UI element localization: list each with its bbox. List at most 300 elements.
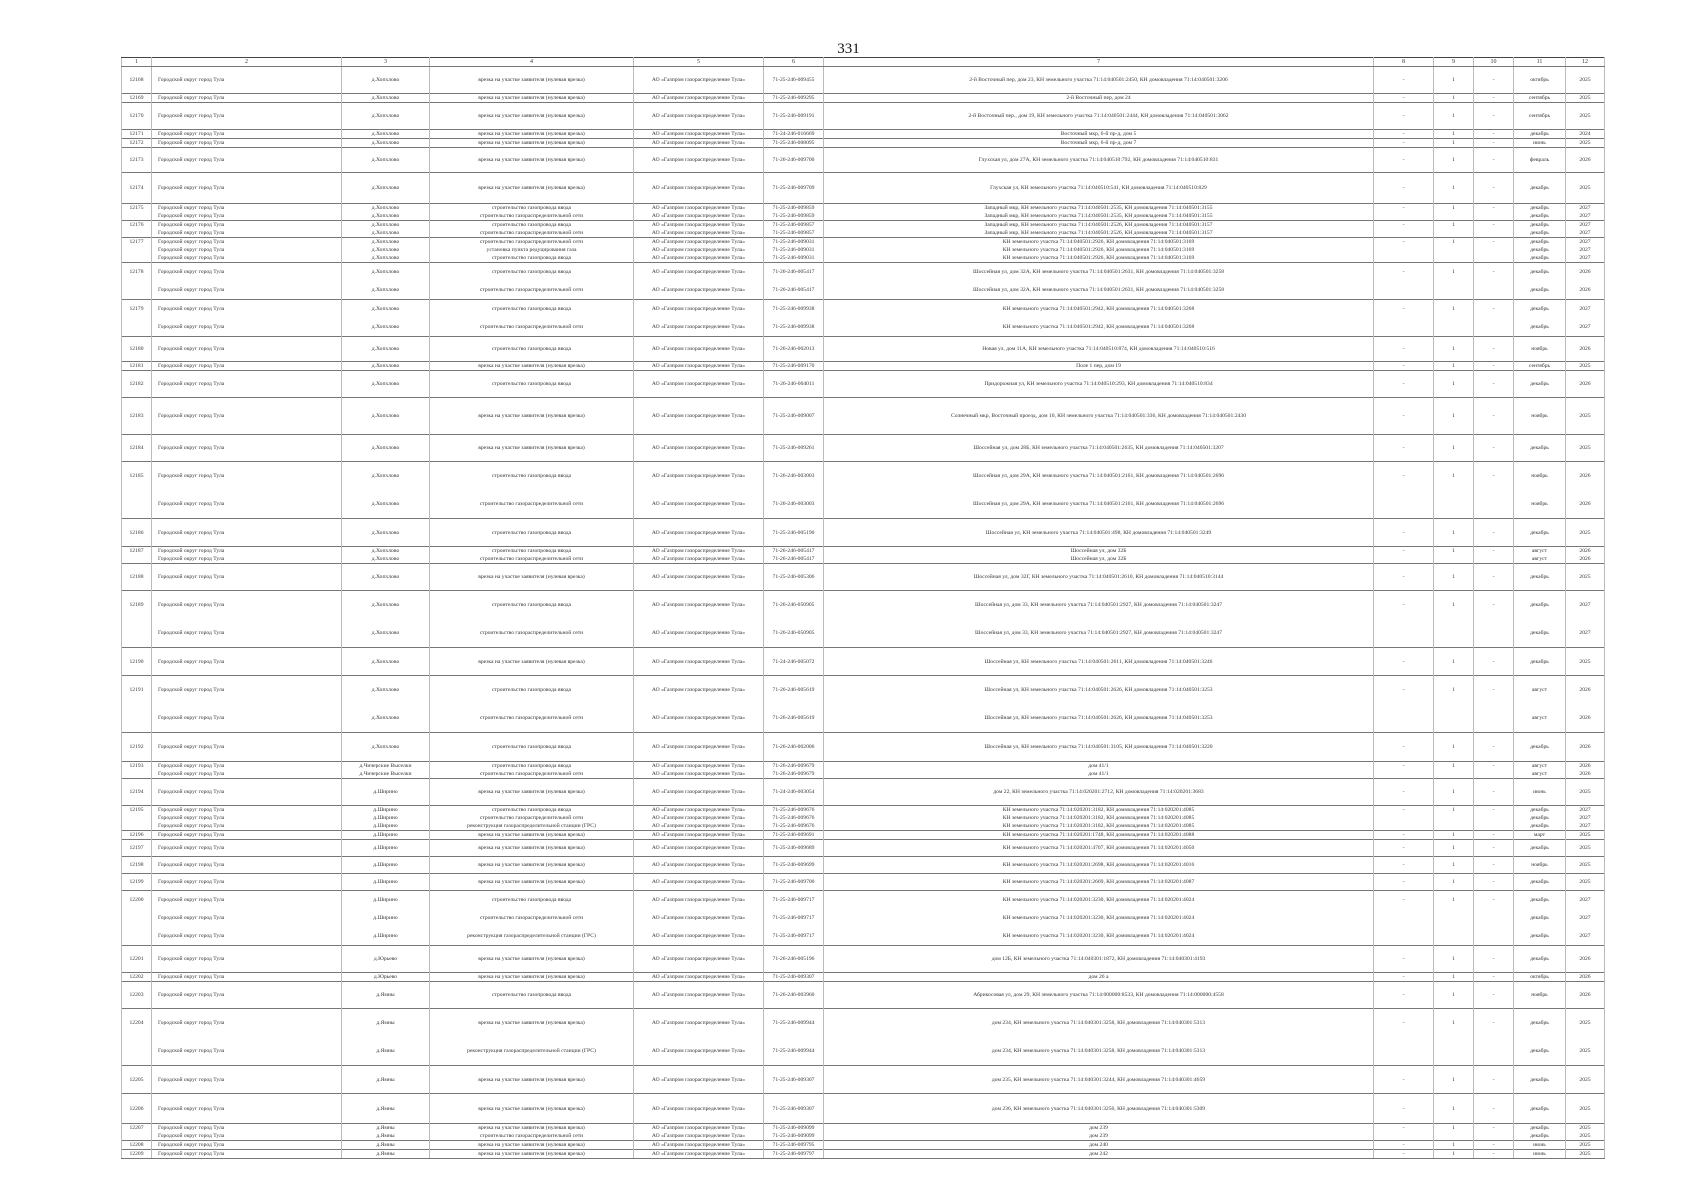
municipality-cell: Городской округ город Тула <box>152 263 342 282</box>
organization-cell: АО «Газпром газораспределение Тула» <box>634 840 764 857</box>
municipality-cell: Городской округ город Тула <box>152 822 342 831</box>
column-header: 11 <box>1514 58 1566 67</box>
col8-cell <box>1374 254 1434 263</box>
table-row <box>122 982 1605 1009</box>
year-cell: 2025 <box>1566 840 1605 857</box>
year-cell: 2026 <box>1566 762 1605 771</box>
col9-cell: 1 <box>1434 1150 1474 1159</box>
year-cell: 2025 <box>1566 1094 1605 1124</box>
col8-cell: - <box>1374 371 1434 398</box>
organization-cell: АО «Газпром газораспределение Тула» <box>634 704 764 733</box>
address-cell: дом 239 <box>824 1132 1374 1141</box>
municipality-cell: Городской округ город Тула <box>152 1132 342 1141</box>
month-cell: сентябрь <box>1514 94 1566 103</box>
col8-cell <box>1374 1037 1434 1066</box>
work-type-cell: врезка на участке заявителя (нулевая врезка) <box>430 840 634 857</box>
settlement-cell: д.Хопхлово <box>342 212 430 221</box>
organization-cell: АО «Газпром газораспределение Тула» <box>634 221 764 230</box>
col8-cell <box>1374 281 1434 300</box>
municipality-cell: Городской округ город Тула <box>152 212 342 221</box>
address-cell: КН земельного участка 71:14:020201:3182, КН домовладения 71:14:020201:4085 <box>824 814 1374 822</box>
col10-cell <box>1474 246 1514 254</box>
municipality-cell: Городской округ город Тула <box>152 857 342 874</box>
municipality-cell: Городской округ город Тула <box>152 547 342 556</box>
municipality-cell: Городской округ город Тула <box>152 1066 342 1094</box>
col8-cell: - <box>1374 762 1434 771</box>
municipality-cell: Городской округ город Тула <box>152 555 342 564</box>
col9-cell: 1 <box>1434 648 1474 676</box>
organization-cell: АО «Газпром газораспределение Тула» <box>634 547 764 556</box>
row-number-cell: 12183 <box>122 398 152 435</box>
organization-cell: АО «Газпром газораспределение Тула» <box>634 891 764 910</box>
request-number-cell: 71-25-246-009007 <box>764 398 824 435</box>
request-number-cell: 71-25-246-009709 <box>764 173 824 204</box>
col8-cell: - <box>1374 806 1434 815</box>
col8-cell: - <box>1374 946 1434 973</box>
month-cell: декабрь <box>1514 318 1566 337</box>
request-number-cell: 71-26-246-005196 <box>764 946 824 973</box>
col10-cell: - <box>1474 564 1514 591</box>
col10-cell: - <box>1474 946 1514 973</box>
year-cell: 2027 <box>1566 238 1605 247</box>
col10-cell <box>1474 909 1514 927</box>
table-row <box>122 229 1605 238</box>
municipality-cell: Городской округ город Тула <box>152 1141 342 1150</box>
col9-cell: 1 <box>1434 130 1474 139</box>
municipality-cell: Городской округ город Тула <box>152 648 342 676</box>
row-number-cell: 12208 <box>122 1141 152 1150</box>
organization-cell: АО «Газпром газораспределение Тула» <box>634 927 764 946</box>
request-number-cell: 71-25-246-009295 <box>764 94 824 103</box>
request-number-cell: 71-25-246-009717 <box>764 927 824 946</box>
work-type-cell: строительство газораспределительной сети <box>430 490 634 519</box>
col10-cell: - <box>1474 221 1514 230</box>
organization-cell: АО «Газпром газораспределение Тула» <box>634 435 764 462</box>
work-type-cell: строительство газопровода ввода <box>430 982 634 1009</box>
settlement-cell: д.Хопхлово <box>342 229 430 238</box>
municipality-cell: Городской округ город Тула <box>152 254 342 263</box>
month-cell: декабрь <box>1514 1124 1566 1133</box>
settlement-cell: д.Ширино <box>342 909 430 927</box>
address-cell: дом 234, КН земельного участка 71:14:040301:3258, КН домовладения 71:14:040301:5313 <box>824 1037 1374 1066</box>
row-number-cell: 12189 <box>122 591 152 620</box>
request-number-cell: 71-26-246-009679 <box>764 762 824 771</box>
table-row <box>122 435 1605 462</box>
settlement-cell: д.Ширино <box>342 927 430 946</box>
work-type-cell: строительство газораспределительной сети <box>430 1132 634 1141</box>
col9-cell: 1 <box>1434 435 1474 462</box>
col10-cell: - <box>1474 1124 1514 1133</box>
col8-cell: - <box>1374 300 1434 319</box>
row-number-cell <box>122 814 152 822</box>
work-type-cell: врезка на участке заявителя (нулевая врезка) <box>430 103 634 130</box>
settlement-cell: д.Ямны <box>342 1124 430 1133</box>
col10-cell <box>1474 1132 1514 1141</box>
address-cell: Шоссейная ул, КН земельного участка 71:14:040501:2611, КН домовладения 71:14:040501:3246 <box>824 648 1374 676</box>
col10-cell: - <box>1474 519 1514 547</box>
col10-cell: - <box>1474 840 1514 857</box>
year-cell: 2026 <box>1566 555 1605 564</box>
col8-cell: - <box>1374 564 1434 591</box>
column-header: 12 <box>1566 58 1605 67</box>
month-cell: декабрь <box>1514 840 1566 857</box>
work-type-cell: строительство газопровода ввода <box>430 204 634 213</box>
municipality-cell: Городской округ город Тула <box>152 300 342 319</box>
col9-cell: 1 <box>1434 779 1474 806</box>
municipality-cell: Городской округ город Тула <box>152 806 342 815</box>
organization-cell: АО «Газпром газораспределение Тула» <box>634 564 764 591</box>
col8-cell <box>1374 212 1434 221</box>
address-cell: дом 236, КН земельного участка 71:14:040301:3256, КН домовладения 71:14:040301:5309 <box>824 1094 1374 1124</box>
year-cell: 2027 <box>1566 300 1605 319</box>
settlement-cell: д.Хопхлово <box>342 148 430 173</box>
settlement-cell: д.Хопхлово <box>342 733 430 762</box>
table-row <box>122 1124 1605 1133</box>
table-row <box>122 94 1605 103</box>
col9-cell <box>1434 619 1474 648</box>
organization-cell: АО «Газпром газораспределение Тула» <box>634 212 764 221</box>
request-number-cell: 71-26-246-003960 <box>764 982 824 1009</box>
municipality-cell: Городской округ город Тула <box>152 814 342 822</box>
organization-cell: АО «Газпром газораспределение Тула» <box>634 1132 764 1141</box>
table-row <box>122 238 1605 247</box>
table-row <box>122 927 1605 946</box>
col9-cell: 1 <box>1434 462 1474 491</box>
request-number-cell: 71-25-246-005306 <box>764 564 824 591</box>
col10-cell: - <box>1474 1150 1514 1159</box>
organization-cell: АО «Газпром газораспределение Тула» <box>634 814 764 822</box>
col9-cell: 1 <box>1434 300 1474 319</box>
row-number-cell: 12184 <box>122 435 152 462</box>
year-cell: 2025 <box>1566 1124 1605 1133</box>
row-number-cell: 12198 <box>122 857 152 874</box>
address-cell: Восточный мкр, 6-й пр-д, дом 5 <box>824 130 1374 139</box>
request-number-cell: 71-26-246-002006 <box>764 733 824 762</box>
col8-cell: - <box>1374 973 1434 982</box>
municipality-cell: Городской округ город Тула <box>152 927 342 946</box>
request-number-cell: 71-25-246-009031 <box>764 246 824 254</box>
request-number-cell: 71-26-246-005619 <box>764 704 824 733</box>
col8-cell: - <box>1374 130 1434 139</box>
municipality-cell: Городской округ город Тула <box>152 148 342 173</box>
organization-cell: АО «Газпром газораспределение Тула» <box>634 94 764 103</box>
row-number-cell: 12209 <box>122 1150 152 1159</box>
address-cell: КН земельного участка 71:14:020201:2669, КН домовладения 71:14:020201:4087 <box>824 874 1374 891</box>
municipality-cell: Городской округ город Тула <box>152 173 342 204</box>
settlement-cell: д.Хопхлово <box>342 564 430 591</box>
municipality-cell: Городской округ город Тула <box>152 779 342 806</box>
year-cell: 2025 <box>1566 519 1605 547</box>
organization-cell: АО «Газпром газораспределение Тула» <box>634 762 764 771</box>
table-row <box>122 1141 1605 1150</box>
settlement-cell: д.Хопхлово <box>342 254 430 263</box>
row-number-cell <box>122 318 152 337</box>
settlement-cell: д.Хопхлово <box>342 318 430 337</box>
row-number-cell: 12202 <box>122 973 152 982</box>
year-cell: 2027 <box>1566 221 1605 230</box>
work-type-cell: строительство газопровода ввода <box>430 263 634 282</box>
col9-cell <box>1434 318 1474 337</box>
col8-cell: - <box>1374 733 1434 762</box>
municipality-cell: Городской округ город Тула <box>152 840 342 857</box>
settlement-cell: д.Хопхлово <box>342 490 430 519</box>
row-number-cell: 12178 <box>122 263 152 282</box>
col8-cell <box>1374 318 1434 337</box>
col8-cell: - <box>1374 94 1434 103</box>
settlement-cell: д.Ширино <box>342 806 430 815</box>
work-type-cell: реконструкция газораспределительной станции (ГРС) <box>430 1037 634 1066</box>
month-cell: декабрь <box>1514 263 1566 282</box>
month-cell: декабрь <box>1514 130 1566 139</box>
request-number-cell: 71-25-246-009689 <box>764 840 824 857</box>
col10-cell <box>1474 927 1514 946</box>
month-cell: август <box>1514 676 1566 705</box>
col8-cell: - <box>1374 676 1434 705</box>
municipality-cell: Городской округ город Тула <box>152 204 342 213</box>
table-row <box>122 946 1605 973</box>
organization-cell: АО «Газпром газораспределение Тула» <box>634 254 764 263</box>
year-cell: 2027 <box>1566 927 1605 946</box>
table-row <box>122 840 1605 857</box>
row-number-cell: 12193 <box>122 762 152 771</box>
municipality-cell: Городской округ город Тула <box>152 831 342 840</box>
organization-cell: АО «Газпром газораспределение Тула» <box>634 648 764 676</box>
address-cell: КН земельного участка 71:14:040501:2926, КН домовладения 71:14:040501:3169 <box>824 238 1374 247</box>
work-type-cell: врезка на участке заявителя (нулевая врезка) <box>430 435 634 462</box>
request-number-cell: 71-24-246-016669 <box>764 130 824 139</box>
organization-cell: АО «Газпром газораспределение Тула» <box>634 300 764 319</box>
request-number-cell: 71-25-246-009938 <box>764 300 824 319</box>
month-cell: декабрь <box>1514 246 1566 254</box>
address-cell: КН земельного участка 71:14:020201:3230, КН домовладения 71:14:020201:4024 <box>824 909 1374 927</box>
work-type-cell: врезка на участке заявителя (нулевая врезка) <box>430 130 634 139</box>
month-cell: декабрь <box>1514 221 1566 230</box>
col8-cell: - <box>1374 547 1434 556</box>
col10-cell: - <box>1474 204 1514 213</box>
settlement-cell: д.Хопхлово <box>342 300 430 319</box>
address-cell: Шоссейная ул, дом 32А, КН земельного участка 71:14:040501:2631, КН домовладения 71:14:040501:3258 <box>824 281 1374 300</box>
table-row <box>122 909 1605 927</box>
address-cell: дом 240 <box>824 1141 1374 1150</box>
col10-cell: - <box>1474 238 1514 247</box>
month-cell: декабрь <box>1514 822 1566 831</box>
row-number-cell: 12205 <box>122 1066 152 1094</box>
row-number-cell: 12194 <box>122 779 152 806</box>
column-header: 5 <box>634 58 764 67</box>
work-type-cell: врезка на участке заявителя (нулевая врезка) <box>430 1150 634 1159</box>
settlement-cell: д.Хопхлово <box>342 547 430 556</box>
municipality-cell: Городской округ город Тула <box>152 733 342 762</box>
table-row <box>122 221 1605 230</box>
col8-cell: - <box>1374 1124 1434 1133</box>
col9-cell <box>1434 212 1474 221</box>
request-number-cell: 71-25-246-009859 <box>764 204 824 213</box>
organization-cell: АО «Газпром газораспределение Тула» <box>634 281 764 300</box>
col10-cell <box>1474 490 1514 519</box>
address-cell: Западный мкр, КН земельного участка 71:14:040501:2535, КН домовладения 71:14:040501:3155 <box>824 204 1374 213</box>
settlement-cell: д.Хопхлово <box>342 139 430 148</box>
month-cell: декабрь <box>1514 1066 1566 1094</box>
col10-cell: - <box>1474 362 1514 371</box>
month-cell: декабрь <box>1514 173 1566 204</box>
column-header: 3 <box>342 58 430 67</box>
request-number-cell: 71-26-246-005619 <box>764 676 824 705</box>
table-row <box>122 263 1605 282</box>
work-type-cell: строительство газораспределительной сети <box>430 318 634 337</box>
col10-cell: - <box>1474 733 1514 762</box>
settlement-cell: д.Ширино <box>342 891 430 910</box>
settlement-cell: д.Ямны <box>342 1094 430 1124</box>
year-cell: 2027 <box>1566 822 1605 831</box>
organization-cell: АО «Газпром газораспределение Тула» <box>634 874 764 891</box>
table-row <box>122 204 1605 213</box>
table-row <box>122 246 1605 254</box>
address-cell: Глухская ул, дом 27А, КН земельного участка 71:14:040510:792, КН домовладения 71:14:040510:831 <box>824 148 1374 173</box>
organization-cell: АО «Газпром газораспределение Тула» <box>634 1124 764 1133</box>
request-number-cell: 71-25-246-009191 <box>764 103 824 130</box>
address-cell: КН земельного участка 71:14:040501:2942, КН домовладения 71:14:040501:3268 <box>824 300 1374 319</box>
col8-cell: - <box>1374 891 1434 910</box>
address-cell: КН земельного участка 71:14:020201:3230, КН домовладения 71:14:020201:4024 <box>824 927 1374 946</box>
year-cell: 2027 <box>1566 212 1605 221</box>
settlement-cell: д.Хопхлово <box>342 462 430 491</box>
table-row <box>122 1037 1605 1066</box>
settlement-cell: д.Ямны <box>342 1150 430 1159</box>
year-cell: 2026 <box>1566 263 1605 282</box>
work-type-cell: строительство газораспределительной сети <box>430 229 634 238</box>
col10-cell: - <box>1474 371 1514 398</box>
organization-cell: АО «Газпром газораспределение Тула» <box>634 555 764 564</box>
settlement-cell: д.Хопхлово <box>342 337 430 362</box>
settlement-cell: д.Ширино <box>342 779 430 806</box>
work-type-cell: врезка на участке заявителя (нулевая врезка) <box>430 1094 634 1124</box>
request-number-cell: 71-25-246-009857 <box>764 221 824 230</box>
municipality-cell: Городской округ город Тула <box>152 1037 342 1066</box>
month-cell: декабрь <box>1514 591 1566 620</box>
row-number-cell: 12171 <box>122 130 152 139</box>
month-cell: декабрь <box>1514 519 1566 547</box>
col8-cell <box>1374 619 1434 648</box>
year-cell: 2025 <box>1566 874 1605 891</box>
request-number-cell: 71-25-246-009717 <box>764 891 824 910</box>
organization-cell: АО «Газпром газораспределение Тула» <box>634 1066 764 1094</box>
column-header: 7 <box>824 58 1374 67</box>
work-type-cell: врезка на участке заявителя (нулевая врезка) <box>430 831 634 840</box>
work-type-cell: строительство газораспределительной сети <box>430 281 634 300</box>
settlement-cell: д.Ширино <box>342 822 430 831</box>
col9-cell: 1 <box>1434 857 1474 874</box>
col9-cell: 1 <box>1434 362 1474 371</box>
col9-cell <box>1434 555 1474 564</box>
table-row <box>122 103 1605 130</box>
municipality-cell: Городской округ город Тула <box>152 139 342 148</box>
month-cell: октябрь <box>1514 67 1566 94</box>
month-cell: сентябрь <box>1514 103 1566 130</box>
settlement-cell: д.Хопхлово <box>342 221 430 230</box>
work-type-cell: строительство газораспределительной сети <box>430 909 634 927</box>
organization-cell: АО «Газпром газораспределение Тула» <box>634 1141 764 1150</box>
col8-cell <box>1374 909 1434 927</box>
table-row <box>122 762 1605 771</box>
municipality-cell: Городской округ город Тула <box>152 982 342 1009</box>
year-cell: 2027 <box>1566 204 1605 213</box>
address-cell: дом 234, КН земельного участка 71:14:040301:3258, КН домовладения 71:14:040301:5313 <box>824 1009 1374 1038</box>
row-number-cell: 12204 <box>122 1009 152 1038</box>
gasification-plan-table <box>121 57 1605 1159</box>
address-cell: Глухская ул, КН земельного участка 71:14:040510:541, КН домовладения 71:14:040510:829 <box>824 173 1374 204</box>
col8-cell: - <box>1374 1141 1434 1150</box>
col9-cell: 1 <box>1434 139 1474 148</box>
col8-cell: - <box>1374 1094 1434 1124</box>
address-cell: Шоссейная ул, дом 32Б <box>824 547 1374 556</box>
table-row <box>122 318 1605 337</box>
col8-cell: - <box>1374 857 1434 874</box>
settlement-cell: д.Юрьево <box>342 973 430 982</box>
col9-cell: 1 <box>1434 103 1474 130</box>
col10-cell: - <box>1474 462 1514 491</box>
settlement-cell: д.Хопхлово <box>342 704 430 733</box>
work-type-cell: строительство газораспределительной сети <box>430 238 634 247</box>
col8-cell <box>1374 822 1434 831</box>
organization-cell: АО «Газпром газораспределение Тула» <box>634 263 764 282</box>
work-type-cell: строительство газораспределительной сети <box>430 814 634 822</box>
municipality-cell: Городской округ город Тула <box>152 874 342 891</box>
request-number-cell: 71-25-246-009859 <box>764 212 824 221</box>
request-number-cell: 71-25-246-009944 <box>764 1009 824 1038</box>
year-cell: 2025 <box>1566 1132 1605 1141</box>
request-number-cell: 71-25-246-009676 <box>764 806 824 815</box>
month-cell: декабрь <box>1514 1037 1566 1066</box>
col9-cell: 1 <box>1434 94 1474 103</box>
row-number-cell: 12190 <box>122 648 152 676</box>
settlement-cell: д.Хопхлово <box>342 246 430 254</box>
col9-cell: 1 <box>1434 762 1474 771</box>
column-header: 6 <box>764 58 824 67</box>
organization-cell: АО «Газпром газораспределение Тула» <box>634 1037 764 1066</box>
address-cell: Шоссейная ул, дом 28Б, КН земельного участка 71:14:040501:2635, КН домовладения 71:14:040501:3207 <box>824 435 1374 462</box>
organization-cell: АО «Газпром газораспределение Тула» <box>634 519 764 547</box>
col9-cell: 1 <box>1434 806 1474 815</box>
col8-cell: - <box>1374 139 1434 148</box>
table-row <box>122 676 1605 705</box>
year-cell: 2025 <box>1566 1009 1605 1038</box>
table-row <box>122 173 1605 204</box>
col9-cell <box>1434 1037 1474 1066</box>
col8-cell: - <box>1374 238 1434 247</box>
table-row <box>122 857 1605 874</box>
address-cell: Шоссейная ул, дом 33, КН земельного участка 71:14:040501:2927, КН домовладения 71:14:040501:3247 <box>824 591 1374 620</box>
table-row <box>122 281 1605 300</box>
table-row <box>122 337 1605 362</box>
municipality-cell: Городской округ город Тула <box>152 1124 342 1133</box>
address-cell: Абрикосовая ул, дом 29, КН земельного участка 71:14:000000:8533, КН домовладения 71:14:000000:4558 <box>824 982 1374 1009</box>
col9-cell <box>1434 229 1474 238</box>
settlement-cell: д.Хопхлово <box>342 676 430 705</box>
row-number-cell: 12195 <box>122 806 152 815</box>
month-cell: июнь <box>1514 1141 1566 1150</box>
col10-cell: - <box>1474 300 1514 319</box>
address-cell: КН земельного участка 71:14:040501:2926, КН домовладения 71:14:040501:3169 <box>824 254 1374 263</box>
municipality-cell: Городской округ город Тула <box>152 221 342 230</box>
row-number-cell: 12176 <box>122 221 152 230</box>
work-type-cell: врезка на участке заявителя (нулевая врезка) <box>430 67 634 94</box>
request-number-cell: 71-25-246-009031 <box>764 238 824 247</box>
settlement-cell: д.Хопхлово <box>342 204 430 213</box>
year-cell: 2026 <box>1566 371 1605 398</box>
request-number-cell: 71-24-246-003054 <box>764 779 824 806</box>
month-cell: декабрь <box>1514 371 1566 398</box>
row-number-cell: 12181 <box>122 362 152 371</box>
